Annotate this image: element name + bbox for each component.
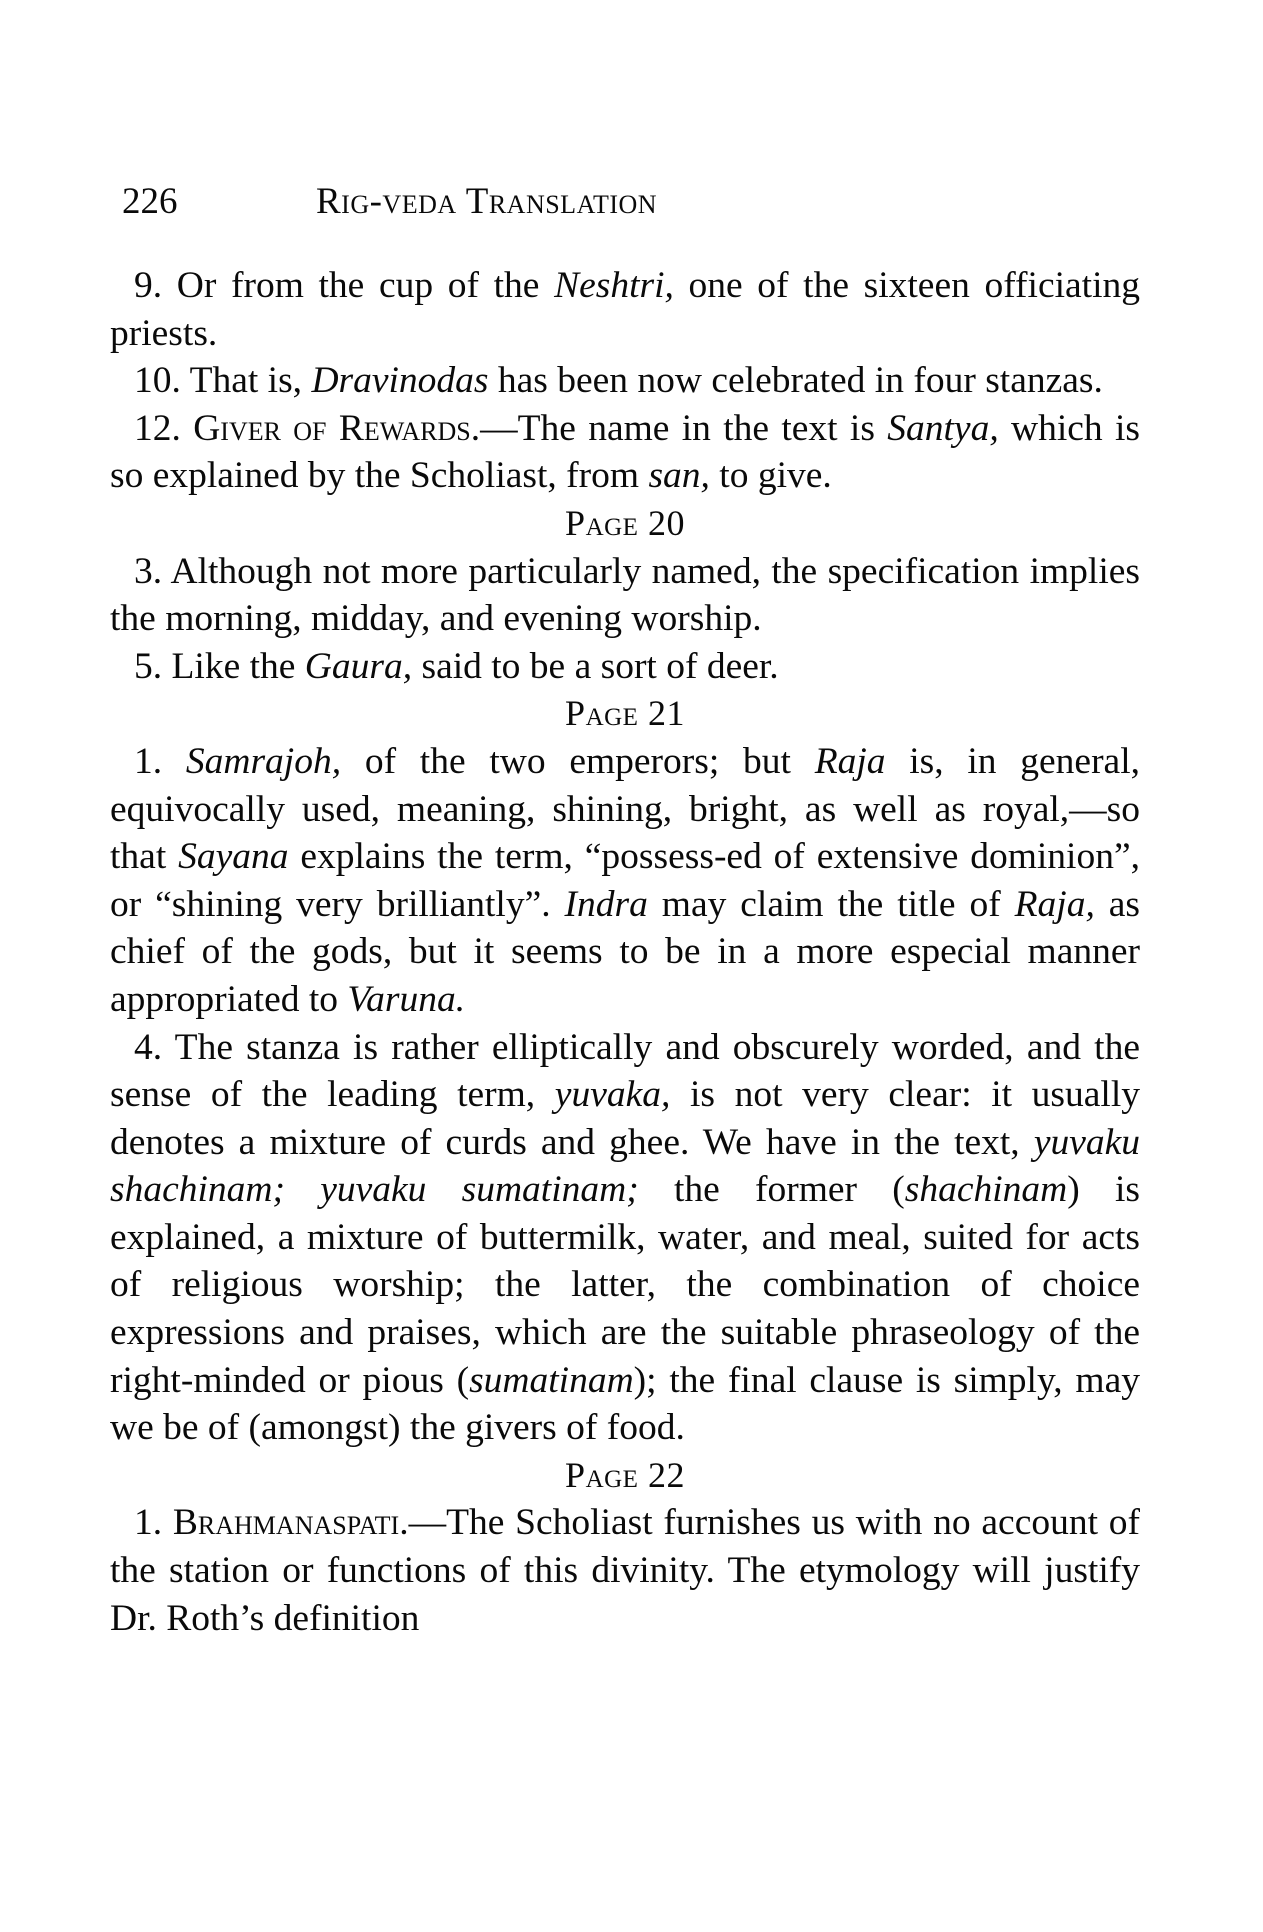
note-12: 12. Giver of Rewards.—The name in the text is Santya, which is so explained by the Scholiast, from san, to give. — [110, 407, 1141, 497]
note-page21-4: 4. The stanza is rather elliptically and obscurely worded, and the sense of the leading term, yuvaka, is not very clear: it usually denotes a mixture of curds and ghee. We have in the text, yuvaku shachinam; yuvaku sumatinam; the former (shachinam) is explained, a mixture of buttermilk, water, and meal, suited for acts of religious worship; the latter, the combination of choice expressions and praises, which are the suitable phraseology of the right-minded or pious (sumatinam); the final clause is simply, may we be of (amongst) the givers of food. — [110, 1026, 1141, 1449]
note-9: 9. Or from the cup of the Neshtri, one of the sixteen officiating priests. — [110, 265, 1140, 354]
note-page22-1: 1. Brahmanaspati.—The Scholiast furnishes us with no account of the station or functions of this divinity. The etymology will justify Dr. Roth’s definition — [110, 1502, 1141, 1639]
section-heading-page-22: Page 22 — [565, 1454, 685, 1495]
page-number: 226 — [122, 181, 178, 222]
running-title: Rig-veda Translation — [316, 181, 658, 222]
page-header — [122, 180, 1142, 230]
note-page21-1: 1. Samrajoh, of the two emperors; but Raja is, in general, equivocally used, meaning, shining, bright, as well as royal,—so that Sayana explains the term, “possess-ed of extensive dominion”, or “shining very brilliantly”. Indra may claim the title of Raja, as chief of the gods, but it seems to be in a more especial manner appropriated to Varuna. — [110, 740, 1141, 1020]
note-page20-3: 3. Although not more particularly named, the specification implies the morning, midday, and evening worship. — [110, 550, 1140, 640]
page-body — [110, 262, 1140, 1642]
note-page20-5: 5. Like the Gaura, said to be a sort of deer. — [134, 645, 779, 687]
note-10: 10. That is, Dravinodas has been now celebrated in four stanzas. — [134, 360, 1103, 402]
section-heading-page-20: Page 20 — [565, 502, 685, 543]
section-heading-page-21: Page 21 — [565, 693, 685, 734]
